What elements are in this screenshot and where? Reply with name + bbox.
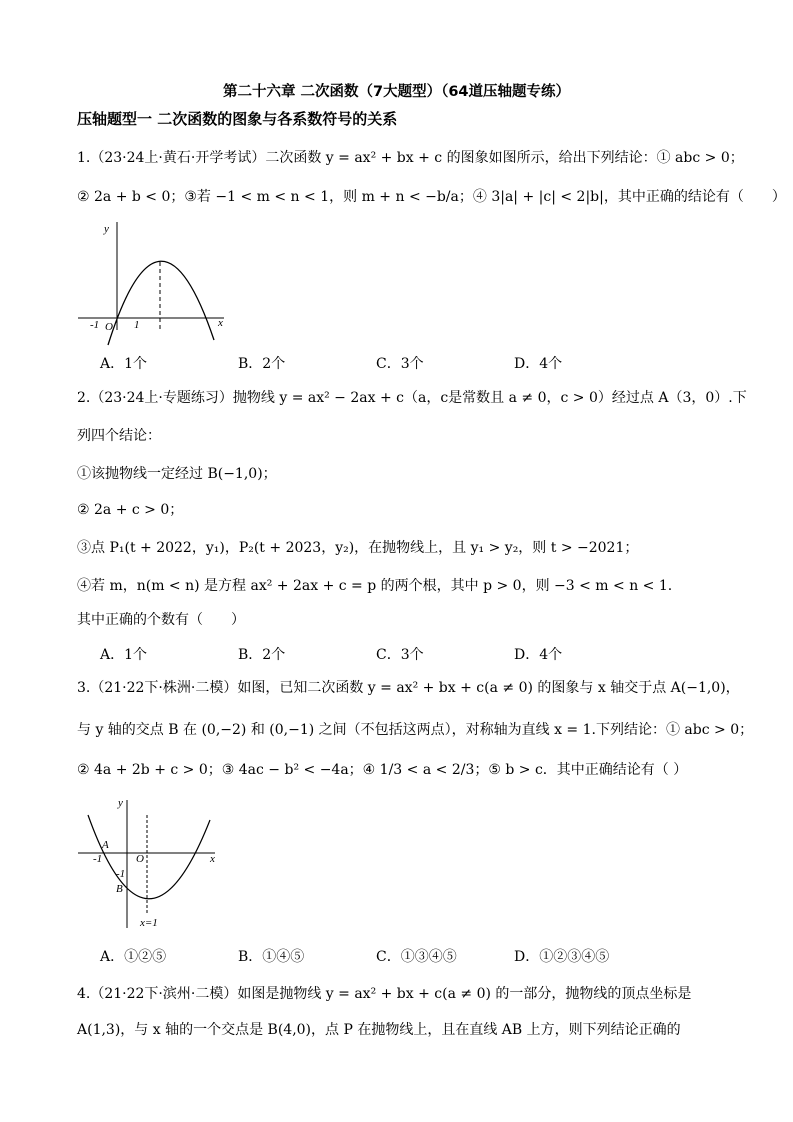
q3-option-b: B．①④⑤ — [238, 949, 305, 965]
q2-options — [100, 644, 652, 664]
q3-option-c: C．①③④⑤ — [376, 949, 457, 965]
q2-line-6: ④若 m，n(m < n) 是方程 ax² + 2ax + c = p 的两个根，其中 p > 0，则 −3 < m < n < 1. — [77, 578, 673, 594]
q1-y-label: y — [104, 223, 109, 235]
q3-line-1: 3.（21·22下·株洲·二模）如图，已知二次函数 y = ax² + bx + c(a ≠ 0) 的图象与 x 轴交于点 A(−1,0)， — [77, 680, 740, 696]
q2-option-d: D．4个 — [514, 647, 563, 663]
q4-line-2: A(1,3)，与 x 轴的一个交点是 B(4,0)，点 P 在抛物线上，且在直线 AB 上方，则下列结论正确的 — [77, 1022, 681, 1038]
q3-option-d: D．①②③④⑤ — [514, 949, 610, 965]
q3-neg1x-label: -1 — [93, 853, 103, 865]
q3-y-label: y — [118, 797, 123, 809]
q3-line-2: 与 y 轴的交点 B 在 (0,−2) 和 (0,−1) 之间（不包括这两点），对称轴为直线 x = 1.下列结论：① abc > 0； — [77, 722, 754, 738]
q2-line-2: 列四个结论： — [77, 428, 161, 444]
q1-option-c: C．3个 — [376, 356, 424, 372]
section-heading: 压轴题型一 二次函数的图象与各系数符号的关系 — [77, 110, 398, 128]
q4-line-1: 4.（21·22下·滨州·二模）如图是抛物线 y = ax² + bx + c(a ≠ 0) 的一部分，抛物线的顶点坐标是 — [77, 986, 692, 1002]
q1-option-a: A．1个 — [100, 356, 148, 372]
q3-a-label: A — [102, 839, 109, 851]
q2-option-a: A．1个 — [100, 647, 148, 663]
q2-line-5: ③点 P₁(t + 2022，y₁)，P₂(t + 2023，y₂)，在抛物线上，且 y₁ > y₂，则 t > −2021； — [77, 540, 639, 556]
chapter-title: 第二十六章 二次函数（7大题型）（64道压轴题专练） — [222, 84, 571, 100]
q1-graph — [78, 222, 224, 345]
q2-line-4: ② 2a + c > 0； — [77, 502, 184, 518]
q3-line-3: ② 4a + 2b + c > 0；③ 4ac − b² < −4a；④ 1/3 < a < 2/3；⑤ b > c．其中正确结论有（ ） — [77, 762, 688, 778]
q1-x-label: x — [218, 317, 223, 329]
q2-option-c: C．3个 — [376, 647, 424, 663]
q1-origin-label: O — [105, 321, 113, 333]
q2-option-b: B．2个 — [238, 647, 286, 663]
q1-option-b: B．2个 — [238, 356, 286, 372]
q1-options — [100, 353, 652, 373]
q3-b-label: B — [116, 883, 123, 895]
q2-line-3: ①该抛物线一定经过 B(−1,0)； — [77, 466, 277, 482]
q3-options — [100, 946, 652, 966]
q3-origin-label: O — [136, 853, 144, 865]
q1-neg1-label: -1 — [90, 319, 100, 331]
q3-x-label: x — [210, 853, 215, 865]
q2-line-7: 其中正确的个数有（ ） — [77, 612, 245, 628]
q1-line-1: 1.（23·24上·黄石·开学考试）二次函数 y = ax² + bx + c 的图象如图所示，给出下列结论：① abc > 0； — [77, 150, 744, 166]
q1-line-2: ② 2a + b < 0；③若 −1 < m < n < 1，则 m + n < −b/a；④ 3|a| + |c| < 2|b|，其中正确的结论有（ ） — [77, 189, 786, 205]
q1-option-d: D．4个 — [514, 356, 563, 372]
q3-axis-label: x=1 — [140, 917, 158, 929]
q2-line-1: 2.（23·24上·专题练习）抛物线 y = ax² − 2ax + c（a，c是常数且 a ≠ 0，c > 0）经过点 A（3，0）.下 — [77, 390, 747, 406]
q3-neg1y-label: -1 — [116, 868, 126, 880]
q3-graph — [78, 797, 215, 929]
q3-option-a: A．①②⑤ — [100, 949, 167, 965]
q1-one-label: 1 — [134, 319, 140, 331]
